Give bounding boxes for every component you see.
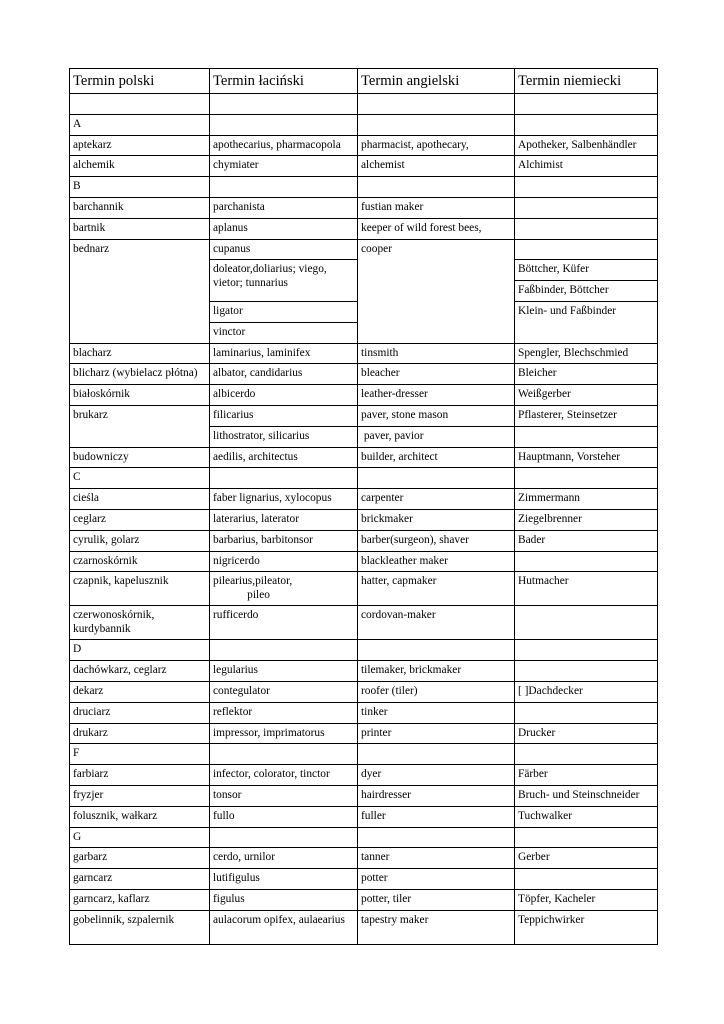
german-term: Apotheker, Salbenhändler (515, 135, 658, 156)
cell (210, 94, 358, 115)
latin-term: lutifigulus (210, 869, 358, 890)
latin-term: contegulator (210, 681, 358, 702)
german-term: Klein- und Faßbinder (515, 301, 658, 343)
english-term: carpenter (358, 489, 515, 510)
table-row (70, 910, 658, 944)
german-term: Ziegelbrenner (515, 509, 658, 530)
german-term: Teppichwirker (515, 910, 658, 944)
table-row (70, 681, 658, 702)
table-row (70, 606, 658, 640)
polish-term: aptekarz (70, 135, 210, 156)
latin-term: tonsor (210, 785, 358, 806)
latin-term: vinctor (210, 322, 358, 343)
english-term: roofer (tiler) (358, 681, 515, 702)
cell (358, 177, 515, 198)
polish-term: fryzjer (70, 785, 210, 806)
english-term: barber(surgeon), shaver (358, 530, 515, 551)
cell (515, 94, 658, 115)
table-row (70, 239, 658, 260)
polish-term: czapnik, kapelusznik (70, 572, 210, 606)
table-row (70, 889, 658, 910)
polish-term: drukarz (70, 723, 210, 744)
header-polish: Termin polski (70, 69, 210, 94)
english-term: dyer (358, 765, 515, 786)
latin-term: rufficerdo (210, 606, 358, 640)
latin-term: ligator (210, 301, 358, 322)
english-term: tinker (358, 702, 515, 723)
english-term: tanner (358, 848, 515, 869)
english-term: alchemist (358, 156, 515, 177)
english-term: paver, pavior (358, 426, 515, 447)
german-term: Zimmermann (515, 489, 658, 510)
latin-term: laminarius, laminifex (210, 343, 358, 364)
german-term (515, 551, 658, 572)
german-term: Spengler, Blechschmied (515, 343, 658, 364)
cell (358, 94, 515, 115)
english-term: keeper of wild forest bees, (358, 218, 515, 239)
german-term (515, 606, 658, 640)
polish-term: folusznik, wałkarz (70, 806, 210, 827)
latin-term: nigricerdo (210, 551, 358, 572)
cell (210, 468, 358, 489)
polish-term: dachówkarz, ceglarz (70, 661, 210, 682)
cell (515, 640, 658, 661)
english-term: cordovan-maker (358, 606, 515, 640)
german-term: Drucker (515, 723, 658, 744)
polish-term: barchannik (70, 197, 210, 218)
cell (210, 177, 358, 198)
german-term: Weißgerber (515, 385, 658, 406)
document-page (69, 68, 657, 945)
latin-term: lithostrator, silicarius (210, 426, 358, 447)
polish-term: czarnoskórnik (70, 551, 210, 572)
polish-term: farbiarz (70, 765, 210, 786)
german-term (515, 197, 658, 218)
cell (358, 114, 515, 135)
german-term: Böttcher, Küfer (515, 260, 658, 281)
polish-term: alchemik (70, 156, 210, 177)
header-row (70, 69, 658, 94)
english-term: potter (358, 869, 515, 890)
polish-term: garncarz (70, 869, 210, 890)
polish-term: druciarz (70, 702, 210, 723)
table-row (70, 405, 658, 426)
latin-term: barbarius, barbitonsor (210, 530, 358, 551)
german-term: Hauptmann, Vorsteher (515, 447, 658, 468)
header-latin: Termin łaciński (210, 69, 358, 94)
section-letter: F (70, 744, 210, 765)
cell (515, 827, 658, 848)
english-term: leather-dresser (358, 385, 515, 406)
german-term (515, 702, 658, 723)
cell (70, 94, 210, 115)
german-term: Alchimist (515, 156, 658, 177)
english-term: pharmacist, apothecary, (358, 135, 515, 156)
table-row (70, 468, 658, 489)
english-term: potter, tiler (358, 889, 515, 910)
polish-term: brukarz (70, 405, 210, 447)
german-term (515, 426, 658, 447)
table-row (70, 572, 658, 606)
german-term (515, 218, 658, 239)
english-term: bleacher (358, 364, 515, 385)
table-row (70, 447, 658, 468)
table-row (70, 343, 658, 364)
table-row (70, 640, 658, 661)
latin-term: aulacorum opifex, aulaearius (210, 910, 358, 944)
german-term: Bruch- und Steinschneider (515, 785, 658, 806)
latin-term: faber lignarius, xylocopus (210, 489, 358, 510)
table-row (70, 135, 658, 156)
table-row (70, 114, 658, 135)
terms-table (69, 68, 658, 945)
cell (515, 744, 658, 765)
german-term: Faßbinder, Böttcher (515, 281, 658, 302)
german-term (515, 239, 658, 260)
cell (358, 744, 515, 765)
cell (210, 827, 358, 848)
cell (358, 640, 515, 661)
table-row (70, 551, 658, 572)
header-english: Termin angielski (358, 69, 515, 94)
english-term: tilemaker, brickmaker (358, 661, 515, 682)
polish-term: dekarz (70, 681, 210, 702)
latin-term: doleator,doliarius; viego, vietor; tunnarius (210, 260, 358, 302)
table-row (70, 530, 658, 551)
latin-term: cupanus (210, 239, 358, 260)
english-term: fustian maker (358, 197, 515, 218)
latin-term: reflektor (210, 702, 358, 723)
table-row (70, 364, 658, 385)
latin-term: albator, candidarius (210, 364, 358, 385)
latin-term: impressor, imprimatorus (210, 723, 358, 744)
english-term: paver, stone mason (358, 405, 515, 426)
table-row (70, 661, 658, 682)
section-letter: D (70, 640, 210, 661)
table-row (70, 385, 658, 406)
polish-term: cyrulik, golarz (70, 530, 210, 551)
latin-term: parchanista (210, 197, 358, 218)
table-row (70, 785, 658, 806)
polish-term: gobelinnik, szpalernik (70, 910, 210, 944)
english-term: blackleather maker (358, 551, 515, 572)
table-row (70, 156, 658, 177)
section-letter: B (70, 177, 210, 198)
latin-term: albicerdo (210, 385, 358, 406)
table-row (70, 177, 658, 198)
english-term: cooper (358, 239, 515, 343)
german-term: [ ]Dachdecker (515, 681, 658, 702)
table-row (70, 723, 658, 744)
german-term: Tuchwalker (515, 806, 658, 827)
english-term: printer (358, 723, 515, 744)
latin-term: legularius (210, 661, 358, 682)
cell (210, 114, 358, 135)
latin-term: aedilis, architectus (210, 447, 358, 468)
latin-term: figulus (210, 889, 358, 910)
english-term: hairdresser (358, 785, 515, 806)
polish-term: czerwonoskórnik, kurdybannik (70, 606, 210, 640)
table-row (70, 744, 658, 765)
german-term (515, 661, 658, 682)
latin-term: aplanus (210, 218, 358, 239)
table-row (70, 848, 658, 869)
polish-term: blacharz (70, 343, 210, 364)
cell (210, 744, 358, 765)
latin-term: pilearius,pileator, pileo (210, 572, 358, 606)
latin-term: laterarius, laterator (210, 509, 358, 530)
cell (515, 468, 658, 489)
table-row (70, 218, 658, 239)
section-letter: C (70, 468, 210, 489)
german-term: Färber (515, 765, 658, 786)
polish-term: garncarz, kaflarz (70, 889, 210, 910)
polish-term: budowniczy (70, 447, 210, 468)
polish-term: blicharz (wybielacz płótna) (70, 364, 210, 385)
german-term: Pflasterer, Steinsetzer (515, 405, 658, 426)
polish-term: bartnik (70, 218, 210, 239)
german-term: Bleicher (515, 364, 658, 385)
polish-term: ceglarz (70, 509, 210, 530)
latin-term: filicarius (210, 405, 358, 426)
german-term: Gerber (515, 848, 658, 869)
table-row (70, 489, 658, 510)
german-term: Töpfer, Kacheler (515, 889, 658, 910)
table-row (70, 509, 658, 530)
section-letter: A (70, 114, 210, 135)
table-row (70, 702, 658, 723)
table-row (70, 869, 658, 890)
section-letter: G (70, 827, 210, 848)
latin-term: fullo (210, 806, 358, 827)
table-row (70, 197, 658, 218)
table-row (70, 806, 658, 827)
latin-term: chymiater (210, 156, 358, 177)
polish-term: cieśla (70, 489, 210, 510)
cell (358, 827, 515, 848)
german-term: Hutmacher (515, 572, 658, 606)
table-row (70, 765, 658, 786)
table-row (70, 94, 658, 115)
english-term: tapestry maker (358, 910, 515, 944)
cell (515, 114, 658, 135)
header-german: Termin niemiecki (515, 69, 658, 94)
polish-term: białoskórnik (70, 385, 210, 406)
english-term: brickmaker (358, 509, 515, 530)
german-term: Bader (515, 530, 658, 551)
english-term: hatter, capmaker (358, 572, 515, 606)
cell (358, 468, 515, 489)
polish-term: bednarz (70, 239, 210, 343)
cell (210, 640, 358, 661)
latin-term: apothecarius, pharmacopola (210, 135, 358, 156)
english-term: tinsmith (358, 343, 515, 364)
cell (515, 177, 658, 198)
latin-term: cerdo, urnilor (210, 848, 358, 869)
polish-term: garbarz (70, 848, 210, 869)
latin-term: infector, colorator, tinctor (210, 765, 358, 786)
german-term (515, 869, 658, 890)
english-term: builder, architect (358, 447, 515, 468)
english-term: fuller (358, 806, 515, 827)
table-row (70, 827, 658, 848)
